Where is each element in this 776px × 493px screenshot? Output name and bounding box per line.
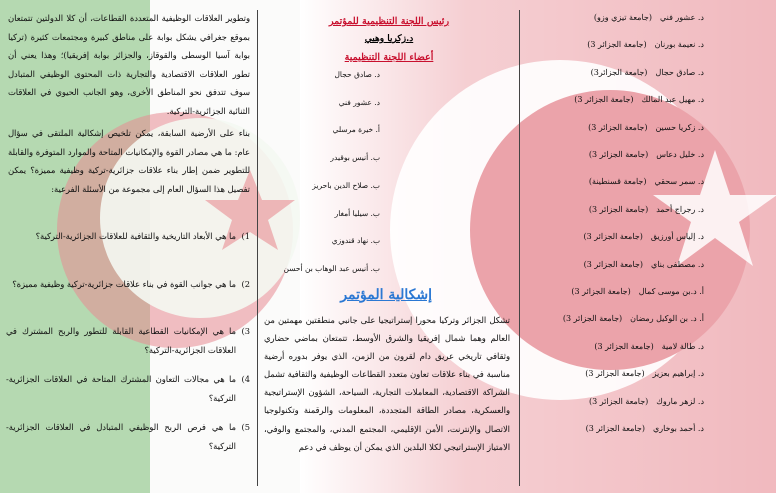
committee-member (591, 68, 704, 82)
member-affiliation: (جامعة الجزائر 3) (588, 396, 649, 406)
committee-member (589, 397, 704, 411)
organizing-committee-column (258, 0, 520, 493)
organizing-member: ب. أنيس بوقيدر (330, 153, 380, 163)
sub-question (6, 275, 250, 294)
organizing-member: ب. نهاد قندوزي (331, 236, 380, 246)
committee-member (589, 150, 704, 164)
member-name: د. أحمد بوخاري (652, 424, 704, 433)
sub-question-text: ما هي مجالات التعاون المشترك المتاحة في العلاقات الجزائرية-التركية؟ (6, 374, 236, 403)
member-name: د. رجراج أحمد (656, 204, 704, 214)
organizing-member: ب. صلاح الدين باحريز (312, 180, 380, 190)
sub-question (6, 322, 250, 359)
member-affiliation: (جامعة تيزي وزو) (593, 13, 652, 22)
committee-member (594, 342, 704, 356)
organizing-member: ب. أنيس عبد الوهاب بن أحسن (283, 263, 380, 273)
sub-question-number: 2) (241, 279, 250, 289)
member-name: د. زكريا حسين (655, 122, 704, 132)
member-affiliation: (جامعة الجزائر 3) (588, 122, 648, 132)
committee-member (585, 369, 704, 383)
problem-title: إشكالية المؤتمر (340, 287, 432, 303)
sub-question (6, 370, 250, 407)
sub-question-number: 5) (241, 422, 250, 432)
member-name: د. نعيمة بورنان (654, 40, 704, 50)
member-affiliation: (جامعة قسنطينة) (588, 177, 647, 187)
scientific-committee-column (520, 0, 776, 493)
committee-member (563, 314, 704, 328)
member-name: د. مهيل عبد المالك (641, 95, 704, 105)
member-affiliation: (جامعة الجزائر 3) (562, 314, 623, 324)
problem-paragraph: تشكل الجزائر وتركيا محورا إستراتيجيا على جانبي منطقتين مهمتين من العالم وهما شمال إفريقيا والشرق الأوسط، تتمتعان بماضي حضاري وثقافي تاريخي عريق دام لقرون من الزمن، الذي يوفر بدوره أرضية مناسبة في بناء علاقات تعاون متعدد القطاعات الوظيفية والثقافية تشمل الشراكة الاقتصادية، المعاملات التجارية، السياحة، الشؤون الإستراتيجية والعسكرية، مصادر الطاقة المتجددة، المعلومات والرقمنة وتكنولوجيا الاتصال والإنترنت، الأمن الإقليمي، المجتمع المدني، والمجتمع والوفي، الامتياز الإستراتيجي لكلا البلدين الذي يمكن أن يوظف في دعم (264, 315, 510, 452)
member-name: أ. د.بن موسى كمال (638, 287, 704, 296)
organizing-member: ب. سيليا أمغار (334, 208, 380, 218)
member-name: د. مصطفى بناي (650, 259, 704, 269)
member-affiliation: (جامعة الجزائر 3) (594, 341, 654, 351)
member-name: د. إلياس أورزيق (650, 232, 704, 242)
problem-continued-column (0, 0, 258, 493)
member-affiliation: (جامعة الجزائر 3) (585, 424, 645, 433)
sub-question-number: 3) (241, 326, 250, 336)
sub-question-text: ما هي جوانب القوة في بناء علاقات جزائرية-تركية وظيفية مميزة؟ (12, 279, 236, 289)
committee-member (584, 260, 704, 274)
member-affiliation: (جامعة الجزائر 3) (587, 40, 647, 50)
member-name: أ. د. بن الوكيل رمضان (630, 314, 704, 324)
committee-member (588, 123, 704, 137)
member-affiliation: (جامعة الجزائر 3) (585, 369, 645, 379)
committee-member (583, 232, 704, 246)
sub-question-text: ما هي فرص الربح الوظيفي المتبادل في العلاقات الجزائرية-التركية؟ (6, 422, 236, 451)
sub-question-number: 4) (241, 374, 250, 384)
sub-question (6, 418, 250, 455)
member-affiliation: (جامعة الجزائر 3) (571, 287, 631, 296)
committee-member (574, 95, 704, 109)
committee-member (589, 177, 704, 191)
committee-member (587, 40, 704, 54)
committee-member (589, 205, 704, 219)
sub-question (6, 227, 250, 246)
problem-continuation: وتطوير العلاقات الوظيفية المتعددة القطاعات، أن كلا الدولتين تتمتعان بموقع جغرافي يشكل بوابة على مناطق كبيرة ومجتمعات كثيرة (تركيا بوابة آسيا الوسطى والقوقاز، والجزائر بوابة إفريقيا)؛ وهذا يعني أن تطور العلاقات الاقتصادية والتجارية ذات المحتوى الوظيفي المتبادل سوف تتدفق نحو المناطق الأخرى، وهو الجانب الحيوي في العلاقات الثنائية الجزائرية-التركية. (8, 13, 250, 116)
organizing-member: د. عشور فني (338, 97, 380, 107)
member-affiliation: (جامعة الجزائر 3) (583, 232, 643, 242)
member-name: د. صادق حجال (655, 67, 704, 77)
organizing-member: أ. خيرة مرسلي (332, 125, 380, 135)
member-name: د. لزهر ماروك (656, 396, 704, 406)
members-heading: أعضاء اللجنة التنظيمية (344, 52, 434, 63)
member-affiliation: (جامعة الجزائر 3) (574, 95, 634, 105)
member-affiliation: (جامعة الجزائر 3) (583, 259, 643, 269)
member-name: د. خليل دعاس (656, 150, 704, 159)
member-name: د. إبراهيم بعزيز (652, 369, 704, 379)
sub-question-text: ما هي الأبعاد التاريخية والثقافية للعلاقات الجزائرية-التركية؟ (35, 231, 236, 241)
member-name: د. طالة لامية (661, 341, 704, 351)
committee-member (594, 13, 704, 27)
committee-member (586, 424, 704, 438)
member-affiliation: (جامعة الجزائر 3) (588, 204, 649, 214)
chair-heading: رئيس اللجنة التنظيمية للمؤتمر (328, 16, 450, 27)
sub-question-text: ما هي الإمكانيات القطاعية القابلة للتطور والربح المشترك في العلاقات الجزائرية-التركية؟ (6, 326, 236, 355)
organizing-member: د. صادق حجال (334, 70, 380, 79)
sub-question-number: 1) (241, 231, 250, 241)
member-affiliation: (جامعة الجزائر3) (590, 67, 648, 77)
committee-member (571, 287, 704, 301)
member-name: د. عشور فني (659, 13, 704, 22)
chair-name: د.زكريا وهبي (364, 34, 414, 44)
member-name: د. سمر سحقي (654, 177, 704, 187)
member-affiliation: (جامعة الجزائر 3) (588, 150, 649, 159)
question-intro: بناء على الأرضية السابقة، يمكن تلخيص إشكالية الملتقى في سؤال عام: ما هي مصادر القوة والإمكانيات المتاحة والموارد المتوفرة والقابلة للتطوير ضمن إطار بناء علاقات جزائرية-تركية وظيفية مميزة؟ يمكن تفصيل هذا السؤال العام إلى مجموعة من الأسئلة الفرعية: (8, 128, 250, 194)
